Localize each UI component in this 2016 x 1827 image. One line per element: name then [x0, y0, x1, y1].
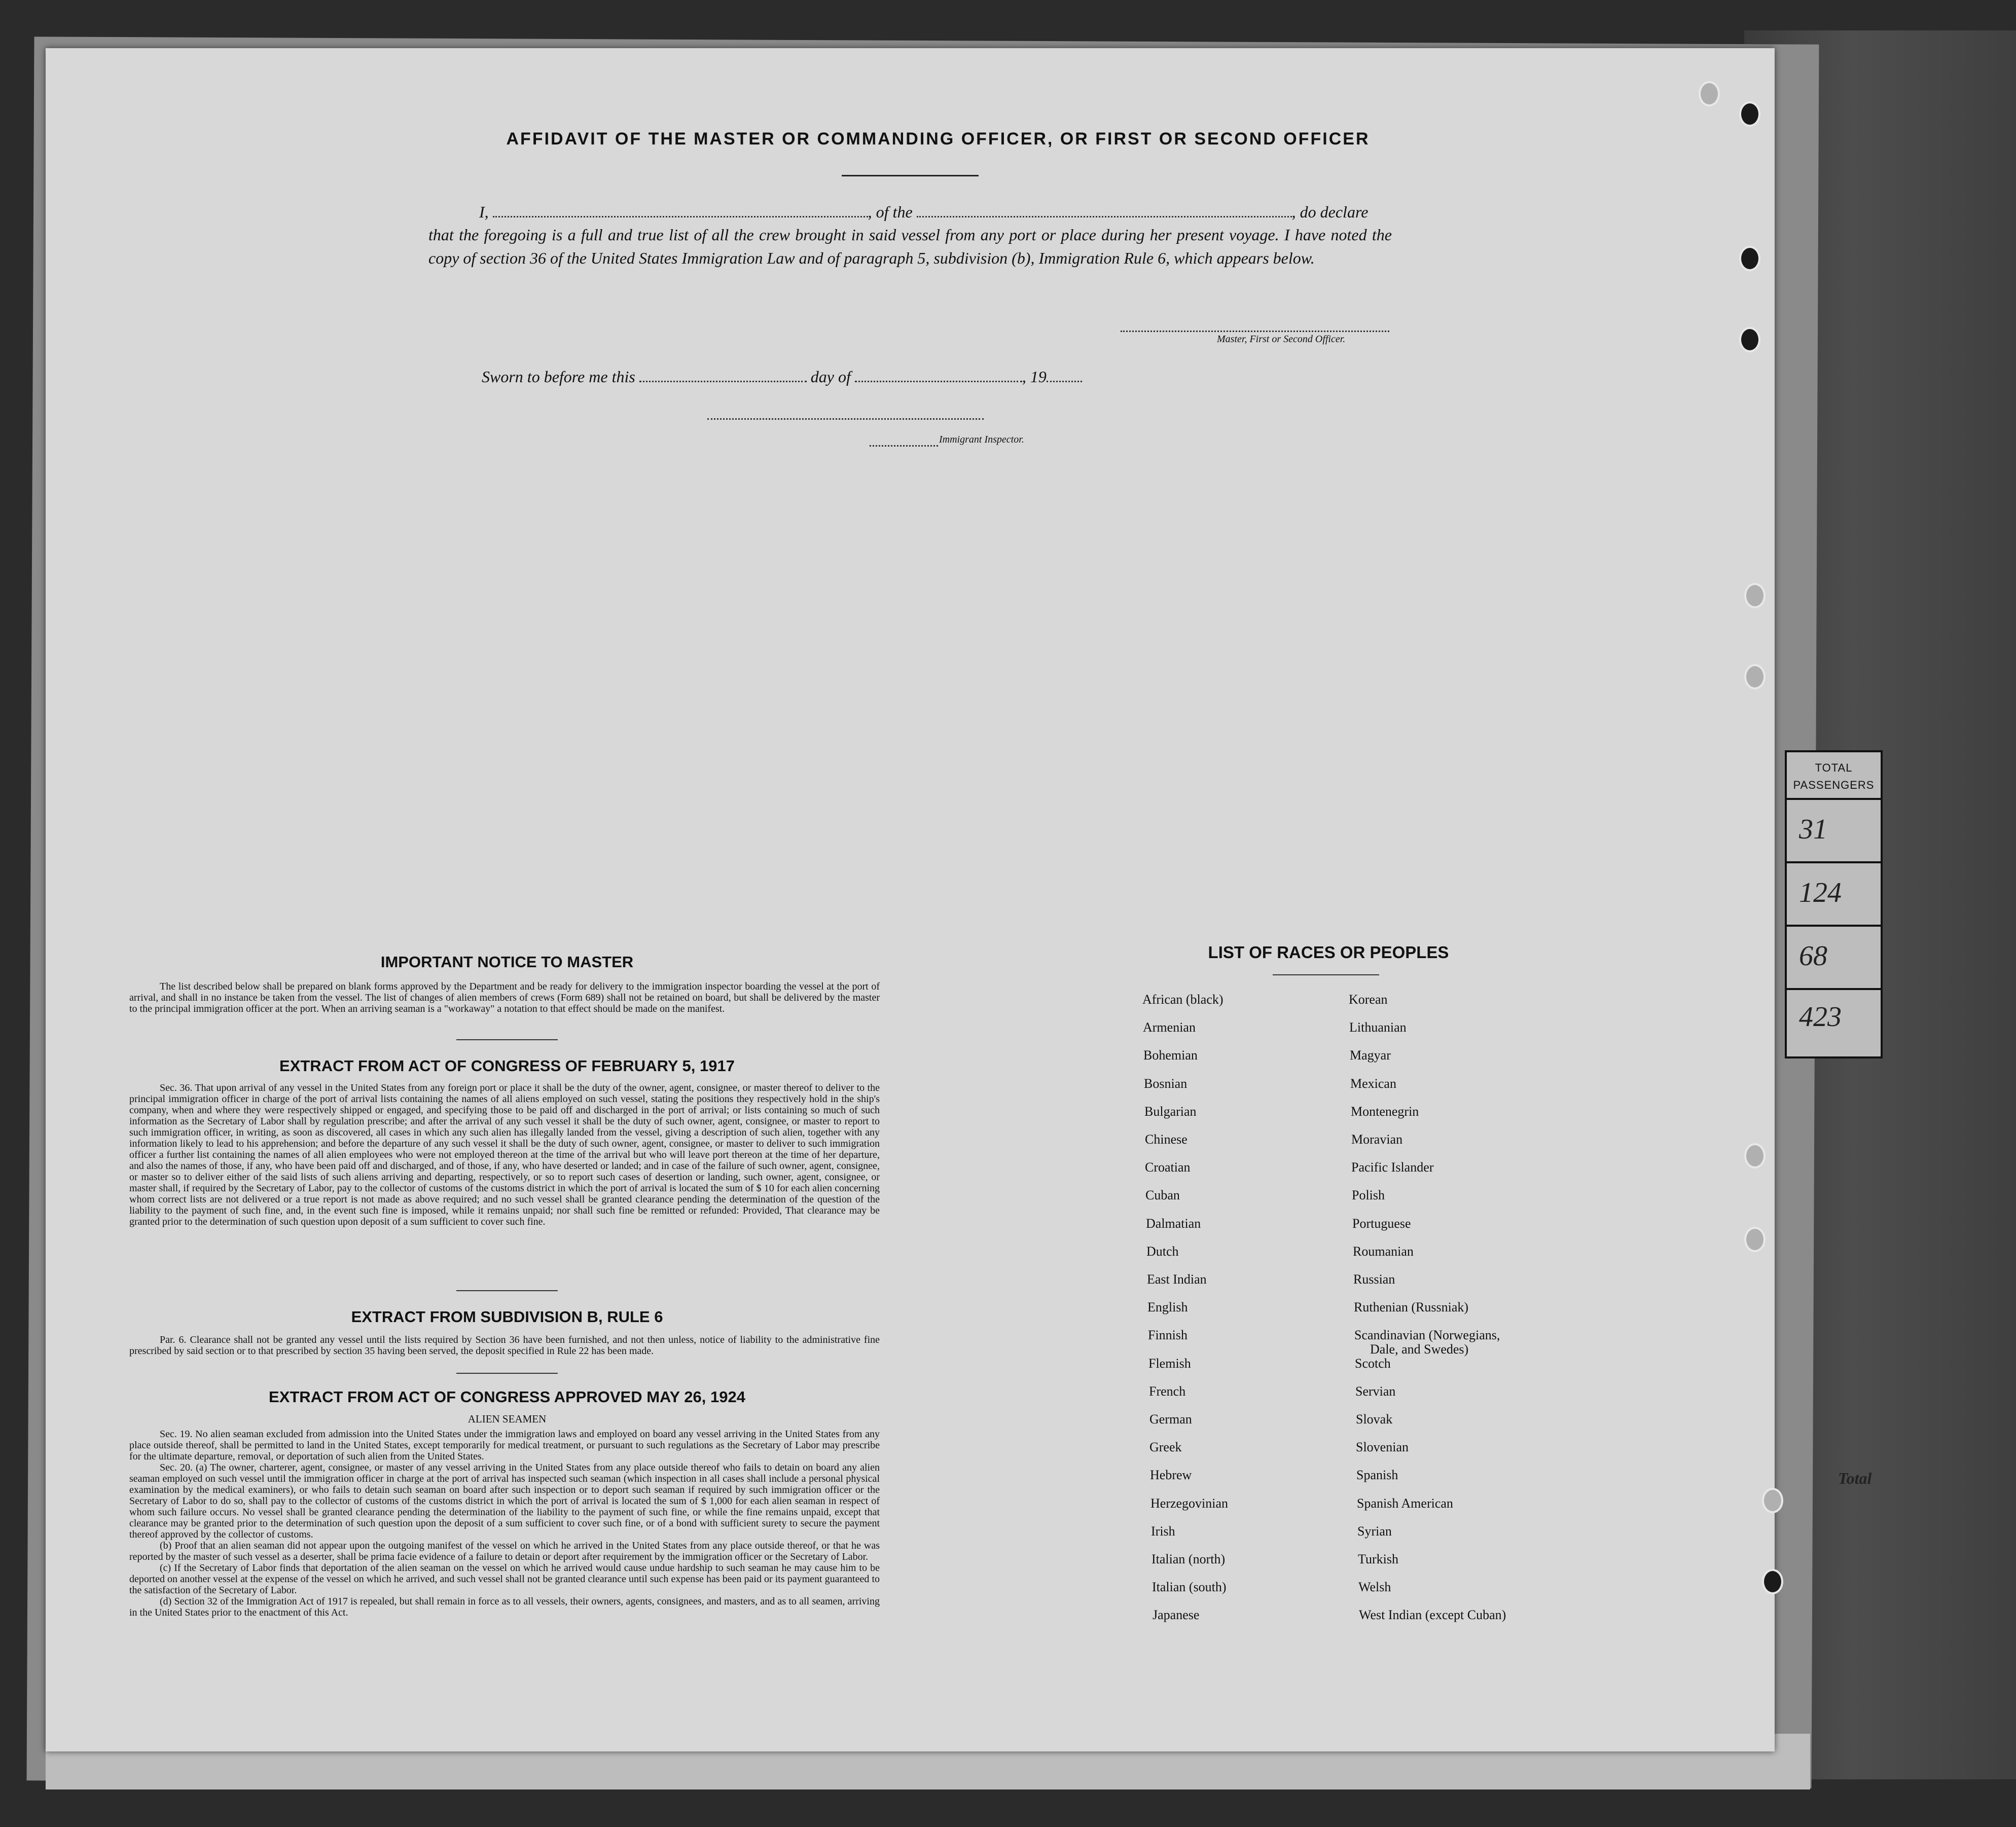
- box-divider: [1787, 798, 1881, 800]
- binder-hole-icon: [1762, 1569, 1783, 1594]
- race-item: Finnish: [1148, 1328, 1188, 1342]
- race-item: Mexican: [1350, 1076, 1396, 1091]
- race-item: Italian (south): [1152, 1580, 1227, 1594]
- extract-1924-title: EXTRACT FROM ACT OF CONGRESS APPROVED MAY 26, 1924: [269, 1388, 745, 1406]
- section-20c-text: (c) If the Secretary of Labor finds that deportation of the alien seaman on the vessel on which he arrived would cause undue hardship to such seaman he may cause him to be deported on another vessel at the expense of the vessel on which he arrived, and such vessel shall not be granted clearance until such expense has been paid or its payment guaranteed to the satisfaction of the Secretary of Labor.: [129, 1562, 880, 1596]
- race-item: East Indian: [1147, 1272, 1207, 1287]
- race-item: Japanese: [1153, 1607, 1200, 1622]
- race-item: Greek: [1149, 1440, 1182, 1454]
- race-item: Polish: [1352, 1188, 1385, 1202]
- race-item: Portuguese: [1352, 1216, 1411, 1231]
- race-item: Russian: [1353, 1272, 1395, 1287]
- race-item: Lithuanian: [1349, 1020, 1407, 1035]
- race-item: Slovak: [1356, 1412, 1393, 1427]
- notice-title: IMPORTANT NOTICE TO MASTER: [380, 953, 634, 971]
- binder-hole-icon: [1699, 81, 1720, 106]
- binder-hole-icon: [1744, 664, 1766, 689]
- race-item: Roumanian: [1353, 1244, 1414, 1259]
- race-item: Welsh: [1358, 1580, 1391, 1594]
- race-item: Spanish: [1356, 1468, 1398, 1482]
- inspector-signature-line: [707, 418, 984, 420]
- race-item: Herzegovinian: [1150, 1496, 1229, 1511]
- vessel-blank: [917, 205, 1292, 217]
- race-item: Slovenian: [1356, 1440, 1409, 1454]
- binder-hole-icon: [1744, 1143, 1766, 1168]
- box-divider: [1787, 861, 1881, 863]
- races-title: LIST OF RACES OR PEOPLES: [1208, 943, 1449, 962]
- section-20d-text: (d) Section 32 of the Immigration Act of 1917 is repealed, but shall remain in force as to all vessels, their owners, agents, consignees, and masters, and as to all seamen, arriving in the United States prior to the enactment of this Act.: [129, 1596, 880, 1618]
- title-rule: [842, 175, 979, 176]
- race-item: Scotch: [1355, 1356, 1391, 1371]
- race-item: Spanish American: [1357, 1496, 1453, 1511]
- box-divider: [1787, 988, 1881, 990]
- section-20b-text: (b) Proof that an alien seaman did not appear upon the outgoing manifest of the vessel on which he arrived in the United States from any place outside thereof, or that he was reported by the master of such vessel as a deserter, shall be prima facie evidence of a failure to detain or deport after requirement by the immigration officer or the Secretary of Labor.: [129, 1540, 880, 1562]
- race-item: Korean: [1349, 992, 1388, 1007]
- binder-hole-icon: [1739, 327, 1760, 352]
- race-item: Cuban: [1145, 1188, 1180, 1202]
- race-item: English: [1147, 1300, 1188, 1314]
- box-divider: [1787, 925, 1881, 927]
- extract-1924-subtitle: ALIEN SEAMEN: [467, 1413, 547, 1425]
- sworn-day-blank: [639, 370, 807, 382]
- extract-rule6-text: Par. 6. Clearance shall not be granted any vessel until the lists required by Section 36 have been furnished, and not then unless, notice of liability to the administrative fine prescribed by said section or to that prescribed by section 35 having been served, the deposit specified in Rule 22 has been made.: [129, 1334, 880, 1357]
- sworn-line: Sworn to before me this day of , 19: [482, 368, 1082, 386]
- extract-1917-text: Sec. 36. That upon arrival of any vessel in the United States from any foreign port or place it shall be the duty of the owner, agent, consignee, or master thereof to deliver to the principal immigration officer in charge of the port of arrival lists containing the names of all aliens employed on such vessel, stating the positions they respectively hold in the ship's company, when and where they were respectively shipped or engaged, and specifying those to be paid off and discharged in the port of arrival; or lists containing so much of such information as the Secretary of Labor shall by regulation prescribe; and after the arrival of any such vessel it shall be the duty of such owner, agent, consignee, or master to report to such immigration officer, in writing, as soon as discovered, all cases in which any such alien has illegally landed from the vessel, giving a description of such alien, together with any information likely to lead to his apprehension; and before the departure of any such vessel it shall be the duty of such owner, agent, consignee, or master to deliver to such immigration officer a further list containing the names of all alien employees who were not employed thereon at the time of the arrival but who will leave port thereon at the time of her departure, and also the names of those, if any, who have been paid off and discharged, and of those, if any, who have deserted or landed; and in case of the failure of such owner, agent, consignee, or master so to deliver either of the said lists of such aliens arriving and departing, respectively, or so to report such cases of desertion or landing, such owner, agent, consignee, or master shall, if required by the Secretary of Labor, pay to the collector of customs of the customs district in which the port of arrival is located the sum of $ 10 for each alien concerning whom correct lists are not delivered or a true report is not made as above required; and no such vessel shall be granted clearance pending the determination of the question of the liability to the payment of such fine, and, in the event such fine is imposed, while it remains unpaid; nor shall such fine be remitted or refunded: Provided, That clearance may be granted prior to the determination of such question upon deposit of a sum sufficient to cover such fine.: [129, 1082, 880, 1227]
- race-item: French: [1149, 1384, 1186, 1399]
- declaration-line: I, , of the , do declare: [479, 203, 1369, 221]
- inspector-dots: [870, 445, 938, 447]
- race-item: Hebrew: [1150, 1468, 1192, 1482]
- section-rule: [456, 1373, 558, 1374]
- section-rule: [456, 1039, 558, 1040]
- race-item: West Indian (except Cuban): [1359, 1607, 1506, 1622]
- extract-1924-text: [129, 1429, 880, 1618]
- race-item: Bohemian: [1143, 1048, 1198, 1063]
- binder-hole-icon: [1739, 246, 1760, 271]
- total-value: 31: [1799, 814, 1827, 845]
- race-item: African (black): [1142, 992, 1223, 1007]
- race-item: Dutch: [1146, 1244, 1179, 1259]
- name-blank: [493, 205, 868, 217]
- notice-text: The list described below shall be prepared on blank forms approved by the Department and be ready for delivery to the immigration inspector boarding the vessel at the port of arrival, and shall in no instance be taken from the vessel. The list of changes of alien members of crews (Form 689) shall not be retained on board, but shall be delivered by the master to the principal immigration officer at the port. When an arriving seaman is a "workaway" a notation to that effect should be made on the manifest.: [129, 981, 880, 1014]
- officer-signature-label: Master, First or Second Officer.: [1217, 334, 1346, 345]
- total-passengers-box: [1785, 750, 1883, 1058]
- race-item: Turkish: [1358, 1552, 1398, 1566]
- race-item: Moravian: [1351, 1132, 1403, 1147]
- total-passengers-header: TOTAL PASSENGERS: [1793, 761, 1875, 791]
- extract-1917-title: EXTRACT FROM ACT OF CONGRESS OF FEBRUARY 5, 1917: [279, 1057, 735, 1075]
- race-item: Ruthenian (Russniak): [1354, 1300, 1469, 1314]
- binder-hole-icon: [1744, 1227, 1766, 1252]
- race-item: Scandinavian (Norwegians,: [1354, 1328, 1500, 1342]
- race-item: Magyar: [1350, 1048, 1391, 1063]
- section-19-text: Sec. 19. No alien seaman excluded from admission into the United States under the immigration laws and employed on board any vessel arriving in the United States from any place outside thereof, shall be permitted to land in the United States, except temporarily for medical treatment, or pursuant to such regulations as the Secretary of Labor may prescribe for the ultimate departure, removal, or deportation of such alien from the United States.: [129, 1429, 880, 1462]
- binder-hole-icon: [1739, 101, 1760, 127]
- race-item: Dalmatian: [1146, 1216, 1201, 1231]
- affidavit-title: AFFIDAVIT OF THE MASTER OR COMMANDING OFFICER, OR FIRST OR SECOND OFFICER: [506, 129, 1370, 149]
- total-value: 68: [1799, 940, 1827, 972]
- race-item: Irish: [1151, 1524, 1175, 1539]
- officer-signature-line: [1121, 331, 1389, 332]
- total-label: Total: [1838, 1469, 1872, 1487]
- sworn-month-blank: [855, 370, 1022, 382]
- race-item: Bosnian: [1144, 1076, 1187, 1091]
- race-item: Pacific Islander: [1351, 1160, 1434, 1175]
- races-rule: [1273, 974, 1379, 975]
- binder-hole-icon: [1744, 583, 1766, 608]
- section-20a-text: Sec. 20. (a) The owner, charterer, agent, consignee, or master of any vessel arriving in the United States from any place outside thereof who fails to detain on board any alien seaman employed on such vessel until the immigration officer in charge at the port of arrival has inspected such seaman (which inspection in all cases shall include a personal physical examination by the medical examiners), or who fails to detain such seaman on board after such inspection or to deport such seaman if required by such immigration officer or the Secretary of Labor to do so, shall pay to the collector of customs of the customs district in which the port of arrival is located the sum of $ 1,000 for each alien seaman in respect of whom such failure occurs. No vessel shall be granted clearance pending the determination of the liability to the payment of such fine, or while the fine remains unpaid, except that clearance may be granted prior to the determination of such question upon the deposit of a sum sufficient to cover such fine, or of a bond with sufficient surety to secure the payment thereof approved by the collector of customs.: [129, 1462, 880, 1540]
- race-item: Bulgarian: [1144, 1104, 1197, 1119]
- race-item: Servian: [1355, 1384, 1396, 1399]
- race-item: Croatian: [1145, 1160, 1191, 1175]
- race-item: Flemish: [1148, 1356, 1191, 1371]
- sworn-year-blank: [1047, 370, 1082, 382]
- race-item: Italian (north): [1151, 1552, 1226, 1566]
- binder-hole-icon: [1762, 1488, 1783, 1513]
- total-value: 423: [1799, 1001, 1842, 1033]
- race-item: Chinese: [1145, 1132, 1187, 1147]
- race-item: Syrian: [1357, 1524, 1392, 1539]
- declaration-paragraph: that the foregoing is a full and true list of all the crew brought in said vessel from any port or place during her present voyage. I have noted the copy of section 36 of the United States Immigration Law and of paragraph 5, subdivision (b), Immigration Rule 6, which appears below.: [428, 226, 1392, 267]
- race-item: Dale, and Swedes): [1370, 1342, 1469, 1357]
- total-value: 124: [1799, 877, 1842, 908]
- race-item: German: [1149, 1412, 1192, 1427]
- extract-rule6-title: EXTRACT FROM SUBDIVISION B, RULE 6: [351, 1308, 663, 1326]
- section-rule: [456, 1290, 558, 1291]
- inspector-label: Immigrant Inspector.: [939, 434, 1024, 445]
- race-item: Montenegrin: [1351, 1104, 1419, 1119]
- race-item: Armenian: [1143, 1020, 1196, 1035]
